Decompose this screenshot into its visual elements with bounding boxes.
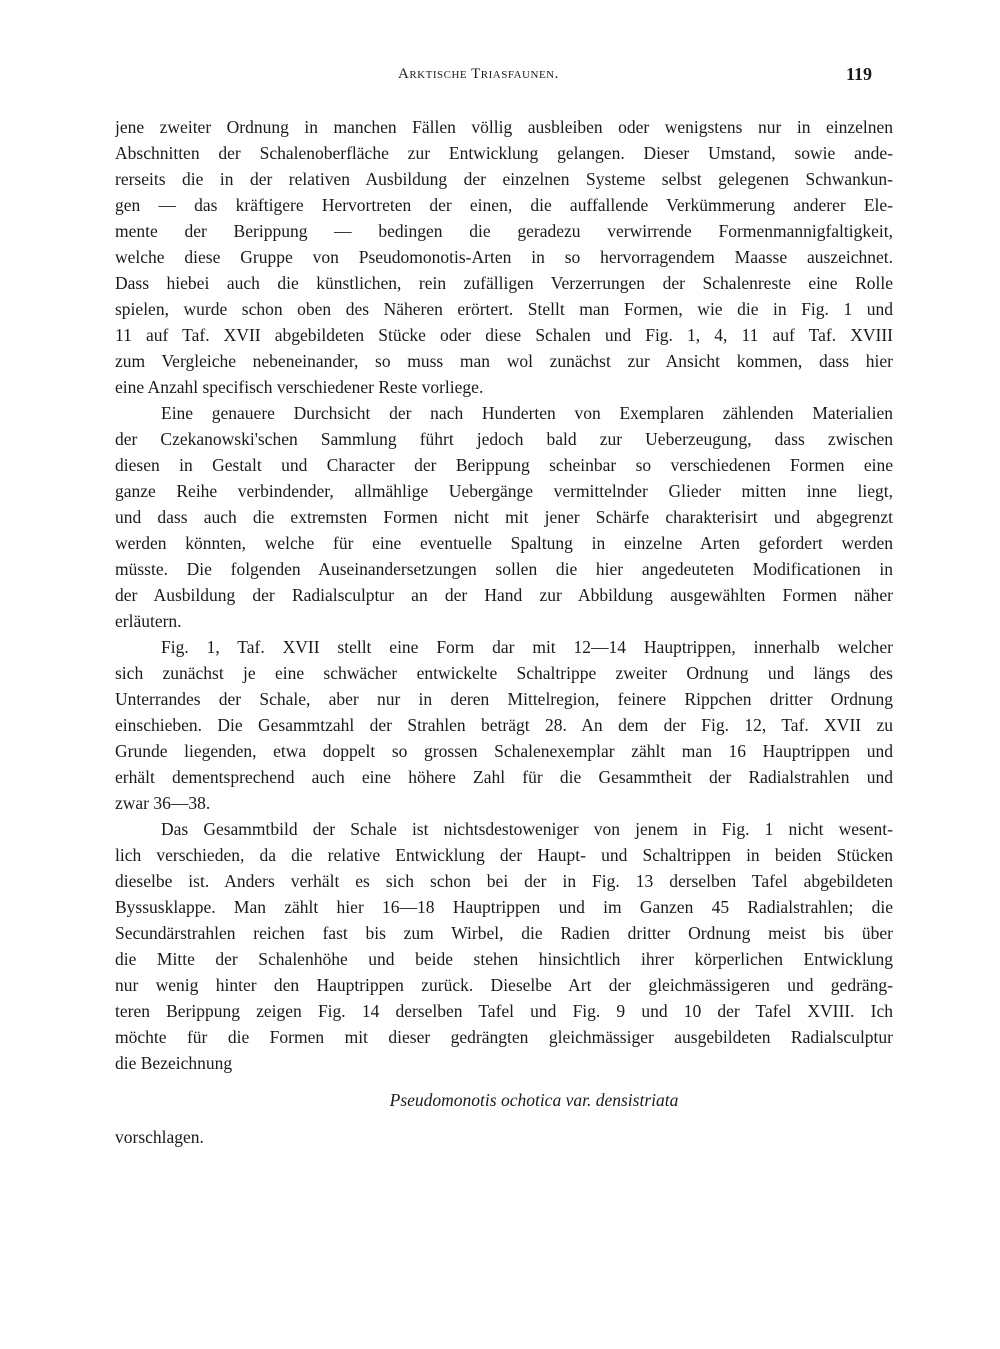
text-line: Secundärstrahlen reichen fast bis zum Wirbel, die Radien dritter Ordnung meist bis über <box>115 923 893 943</box>
text-line: erläutern. <box>115 611 182 631</box>
closing-word: vorschlagen. <box>115 1127 204 1147</box>
text-line: nur wenig hinter den Hauptrippen zurück. Dieselbe Art der gleichmässigeren und gedräng- <box>115 975 893 995</box>
text-line: sich zunächst je eine schwächer entwickelte Schaltrippe zweiter Ordnung und längs des <box>115 663 893 683</box>
paragraph <box>115 634 893 816</box>
text-line: der Ausbildung der Radialsculptur an der Hand zur Abbildung ausgewählten Formen näher <box>115 585 893 605</box>
text-line: Fig. 1, Taf. XVII stellt eine Form dar mit 12—14 Hauptrippen, innerhalb welcher <box>161 637 893 657</box>
text-line: möchte für die Formen mit dieser gedrängten gleichmässiger ausgebildeten Radialsculptur <box>115 1027 893 1047</box>
text-line: dieselbe ist. Anders verhält es sich schon bei der in Fig. 13 derselben Tafel abgebildeten <box>115 871 893 891</box>
text-line: Unterrandes der Schale, aber nur in deren Mittelregion, feinere Rippchen dritter Ordnung <box>115 689 893 709</box>
text-line: erhält dementsprechend auch eine höhere Zahl für die Gesammtheit der Radialstrahlen und <box>115 767 893 787</box>
text-line: der Czekanowski'schen Sammlung führt jedoch bald zur Ueberzeugung, dass zwischen <box>115 429 893 449</box>
text-line: zum Vergleiche nebeneinander, so muss man wol zunächst zur Ansicht kommen, dass hier <box>115 351 893 371</box>
text-line: eine Anzahl specifisch verschiedener Reste vorliege. <box>115 377 484 397</box>
text-line: werden könnten, welche für eine eventuelle Spaltung in einzelne Arten gefordert werden <box>115 533 893 553</box>
text-line: diesen in Gestalt und Character der Berippung scheinbar so verschiedenen Formen eine <box>115 455 893 475</box>
text-line: Byssusklappe. Man zählt hier 16—18 Hauptrippen und im Ganzen 45 Radialstrahlen; die <box>115 897 893 917</box>
text-line: rerseits die in der relativen Ausbildung der einzelnen Systeme selbst gelegenen Schwankun- <box>115 169 893 189</box>
text-line: zwar 36—38. <box>115 793 211 813</box>
text-line: teren Berippung zeigen Fig. 14 derselben Tafel und Fig. 9 und 10 der Tafel XVIII. Ich <box>115 1001 893 1021</box>
text-line: die Mitte der Schalenhöhe und beide stehen hinsichtlich ihrer körperlichen Entwicklung <box>115 949 893 969</box>
text-line: Grunde liegenden, etwa doppelt so grossen Schalenexemplar zählt man 16 Hauptrippen und <box>115 741 893 761</box>
text-line: einschieben. Die Gesammtzahl der Strahlen beträgt 28. An dem der Fig. 12, Taf. XVII zu <box>115 715 893 735</box>
text-line: Das Gesammtbild der Schale ist nichtsdestoweniger von jenem in Fig. 1 nicht wesent- <box>161 819 893 839</box>
paragraph <box>115 400 893 634</box>
text-line: Abschnitten der Schalenoberfläche zur Entwicklung gelangen. Dieser Umstand, sowie ande- <box>115 143 893 163</box>
text-line: jene zweiter Ordnung in manchen Fällen völlig ausbleiben oder wenigstens nur in einzelnen <box>115 117 893 137</box>
text-line: müsste. Die folgenden Auseinandersetzungen sollen die hier angedeuteten Modificationen in <box>115 559 893 579</box>
running-head: Arktische Triasfaunen. <box>398 66 559 82</box>
text-line: lich verschieden, da die relative Entwicklung der Haupt- und Schaltrippen in beiden Stücken <box>115 845 893 865</box>
text-line: Dass hiebei auch die künstlichen, rein zufälligen Verzerrungen der Schalenreste eine Rolle <box>115 273 893 293</box>
text-line: welche diese Gruppe von Pseudomonotis-Arten in so hervorragendem Maasse auszeichnet. <box>115 247 893 267</box>
paragraph <box>115 114 893 400</box>
text-line: gen — das kräftigere Hervortreten der einen, die auffallende Verkümmerung anderer Ele- <box>115 195 893 215</box>
text-line: ganze Reihe verbindender, allmählige Uebergänge vermittelnder Glieder mitten inne liegt, <box>115 481 893 501</box>
text-line: 11 auf Taf. XVII abgebildeten Stücke oder diese Schalen und Fig. 1, 4, 11 auf Taf. XVIII <box>115 325 893 345</box>
species-name: Pseudomonotis ochotica var. densistriata <box>389 1090 679 1110</box>
body-text <box>115 114 893 1150</box>
paragraph <box>115 816 893 1076</box>
text-line: mente der Berippung — bedingen die geradezu verwirrende Formenmannigfaltigkeit, <box>115 221 893 241</box>
text-line: spielen, wurde schon oben des Näheren erörtert. Stellt man Formen, wie die in Fig. 1 und <box>115 299 893 319</box>
text-line: und dass auch die extremsten Formen nicht mit jener Schärfe charakterisirt und abgegrenzt <box>115 507 893 527</box>
page-number: 119 <box>846 64 873 84</box>
text-line: Eine genauere Durchsicht der nach Hunderten von Exemplaren zählenden Materialien <box>161 403 893 423</box>
text-line: die Bezeichnung <box>115 1053 233 1073</box>
